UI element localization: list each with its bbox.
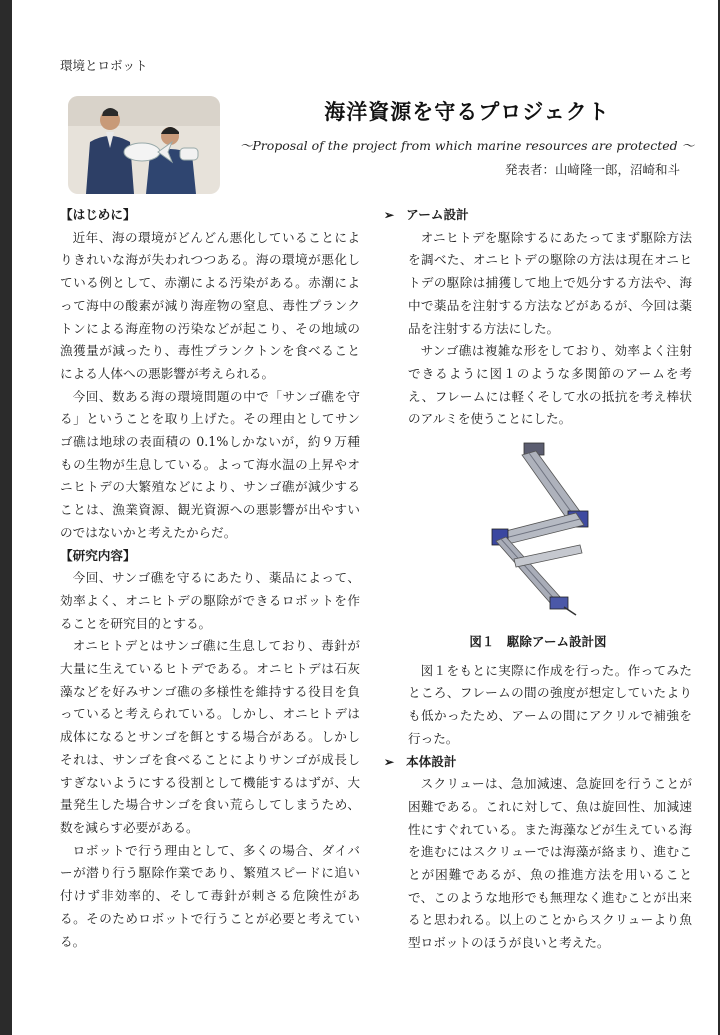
arm-paragraph: オニヒトデを駆除するにあたってまず駆除方法を調べた、オニヒトデの駆除の方法は現在オニヒトデの駆除は捕獲して地上で処分する方法や、海中で薬品を注射する方法などがあるが、今回は薬品を注射する方法にした。 [408, 229, 692, 336]
body-design-heading-label: 本体設計 [406, 753, 457, 769]
arm-paragraph: サンゴ礁は複雑な形をしており、効率よく注射できるように図１のような多関節のアームを考え、フレームには軽くそして水の抵抗を考え棒状のアルミを使うことにした。 [408, 343, 692, 427]
research-paragraph: オニヒトデとはサンゴ礁に生息しており、毒針が大量に生えているヒトデである。オニヒトデは石灰藻などを好みサンゴ礁の多様性を維持する役目を負っていると考えられている。しかし、オニヒトデは成体になるとサンゴを餌とする場合がある。しかしそれは、サンゴを食べることによりサンゴが成長しすぎないようにする役割として機能するはずが、大量発生した場合サンゴを食い荒らしてしまうため、数を減らす必要がある。 [60, 638, 360, 835]
figure-caption: 図１ 駆除アーム設計図 [469, 634, 607, 650]
left-column [60, 204, 360, 953]
page-subtitle: ～Proposal of the project from which marine resources are protected ～ [239, 138, 695, 153]
arm-design-heading [384, 204, 692, 227]
arm-design-figure [484, 441, 606, 617]
section-label: 環境とロボット [60, 58, 148, 73]
right-column [384, 204, 692, 955]
body-paragraph: スクリューは、急加減速、急旋回を行うことが困難である。これに対して、魚は旋回性、加減速性にすぐれている。また海藻などが生えている海を進むにはスクリューでは海藻が絡まり、進むことが困難であるが、魚の推進方法を用いることで、このような地形でも無理なく進むことが出来ると思われる。以上のことからスクリューより魚型ロボットのほうが良いと考えた。 [408, 776, 692, 951]
intro-heading: 【はじめに】 [60, 207, 136, 222]
arrow-bullet-icon: ➢ [384, 754, 395, 769]
figure-paragraph: 図１をもとに実際に作成を行った。作ってみたところ、フレームの間の強度が想定していたよりも低かったため、アームの間にアクリルで補強を行った。 [408, 662, 692, 746]
page-title: 海洋資源を守るプロジェクト [324, 99, 610, 124]
authors-photo-image [68, 96, 220, 194]
document-page [12, 0, 718, 1035]
authors-photo [68, 96, 220, 194]
intro-paragraph: 今回、数ある海の環境問題の中で「サンゴ礁を守る」ということを取り上げた。その理由としてサンゴ礁は地球の表面積の 0.1%しかないが，約９万種もの生物が生息している。よって海水温の上昇やオニヒトデの大繁殖などにより、サンゴ礁が減少することは、漁業資源、観光資源への悪影響が出やすいのではないかと考えたからだ。 [60, 388, 360, 540]
presenters: 発表者：山﨑隆一郎，沼崎和斗 [504, 162, 680, 177]
intro-paragraph: 近年、海の環境がどんどん悪化していることによりきれいな海が失われつつある。海の環境が悪化している例として、赤潮による汚染がある。赤潮によって海中の酸素が減り海産物の窒息、毒性プランクトンによる海産物の汚染などが起こり、その地域の漁獲量が減ったり、毒性プランクトンを食べることによる人体への悪影響が考えられる。 [60, 229, 360, 381]
arm-design-drawing [484, 441, 606, 617]
research-paragraph: ロボットで行う理由として、多くの場合、ダイバーが潜り行う駆除作業であり、繁殖スピードに追い付けず非効率的、そして毒針が刺さる危険性がある。そのためロボットで行うことが必要と考えている。 [60, 842, 360, 949]
arrow-bullet-icon: ➢ [384, 208, 395, 222]
research-paragraph: 今回、サンゴ礁を守るにあたり、薬品によって、効率よく、オニヒトデの駆除ができるロボットを作ることを研究目的とする。 [60, 570, 360, 631]
body-design-heading [384, 751, 692, 774]
arm-design-heading-label: アーム設計 [406, 207, 469, 222]
research-heading: 【研究内容】 [60, 547, 136, 563]
